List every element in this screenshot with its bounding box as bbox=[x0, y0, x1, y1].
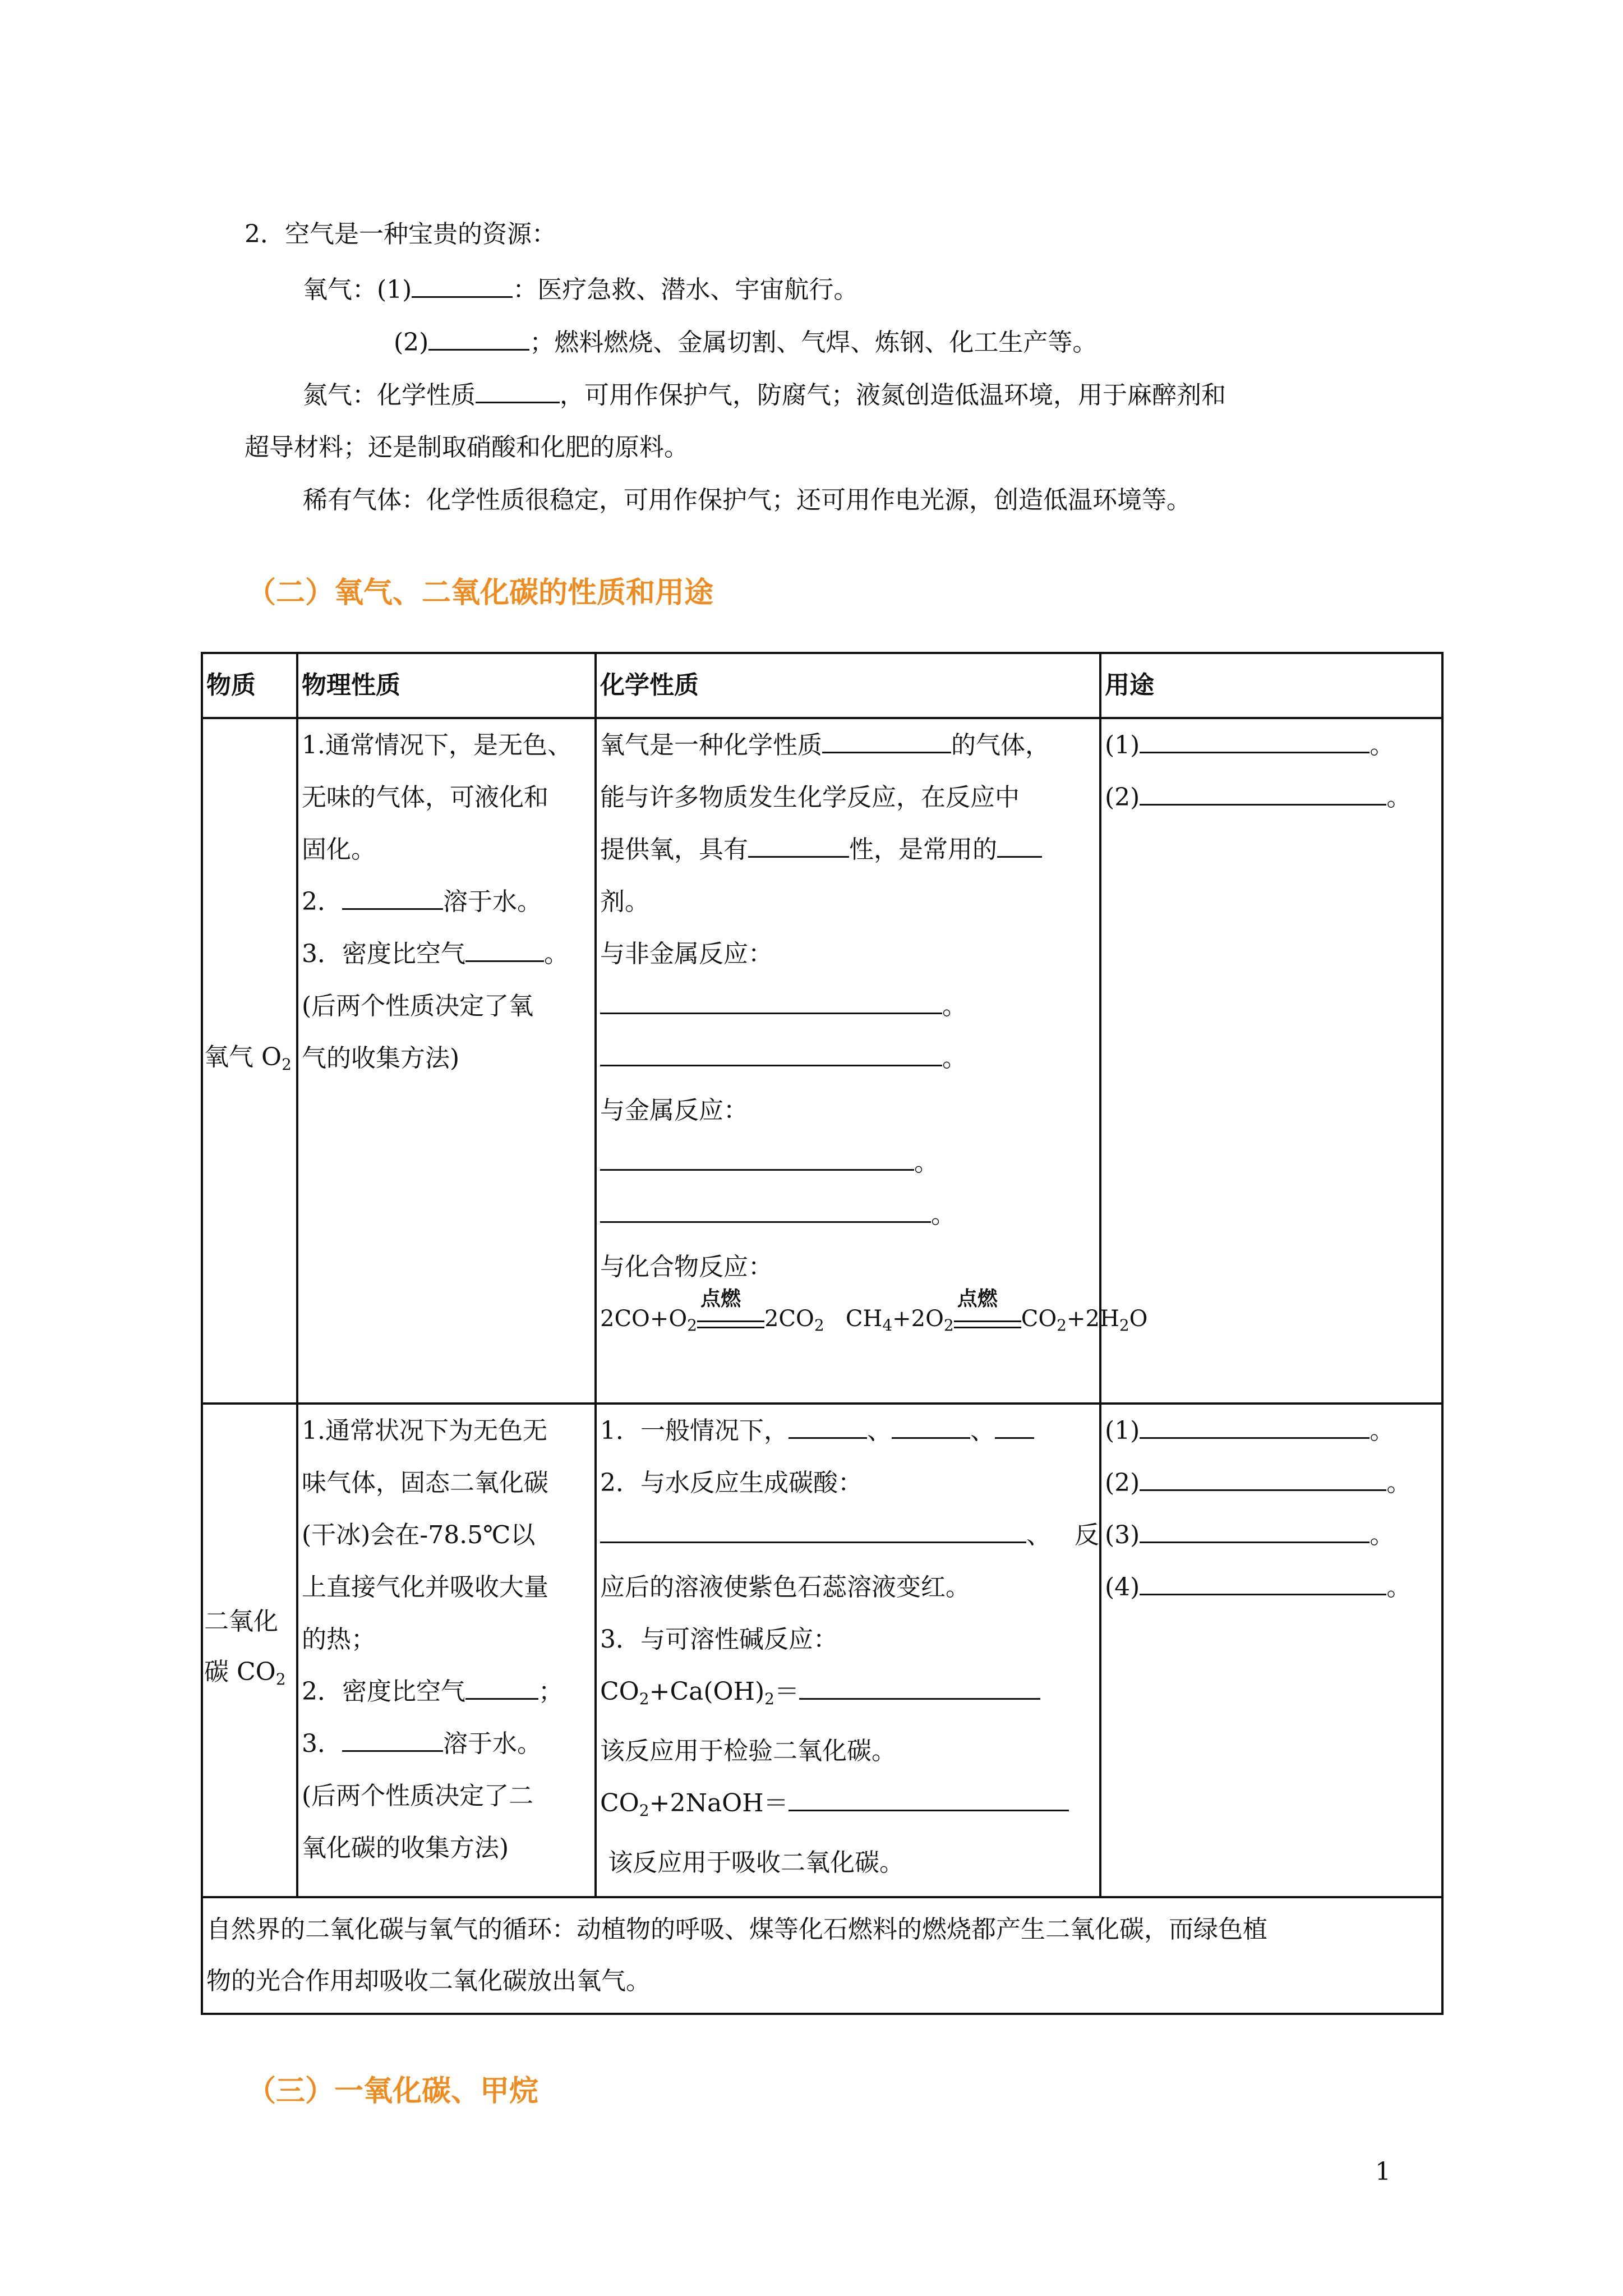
co2-chem-blank-2[interactable] bbox=[892, 1414, 970, 1439]
oxygen-use-2-blank[interactable] bbox=[428, 325, 529, 351]
o2-solubility-blank[interactable] bbox=[342, 885, 443, 910]
oxygen-name: 氧气 O bbox=[204, 1043, 282, 1071]
co2-name-cell bbox=[202, 1404, 297, 1897]
co2-phys-line: 氧化碳的收集方法) bbox=[302, 1834, 509, 1862]
o2-chem-property-blank[interactable] bbox=[822, 728, 951, 753]
o2-agent-blank[interactable] bbox=[997, 832, 1042, 858]
table-row-oxygen bbox=[202, 718, 1442, 1404]
oxygen-label: 氧气：(1) bbox=[303, 275, 412, 304]
o2-chem-line-3: 提供氧，具有 性，是常用的 bbox=[600, 823, 1096, 876]
co2-use-blank-3[interactable] bbox=[1140, 1518, 1370, 1543]
o2-nonmetal-blank-1[interactable] bbox=[600, 989, 942, 1014]
intro-title: 2．空气是一种宝贵的资源： bbox=[245, 220, 556, 249]
oxygen-use-1-text: ：医疗急救、潜水、宇宙航行。 bbox=[513, 275, 859, 304]
co2-use-1: (1) 。 bbox=[1105, 1405, 1438, 1457]
co2-physical-cell bbox=[297, 1404, 596, 1897]
o2-phys-line: 气的收集方法) bbox=[302, 1044, 460, 1073]
header-chemical: 化学性质 bbox=[596, 653, 1100, 718]
co2-chem-blank-1[interactable] bbox=[789, 1414, 867, 1439]
o2-chem-line-4: 剂。 bbox=[600, 887, 649, 916]
oxygen-use-line-2 bbox=[394, 325, 1097, 360]
o2-density-blank[interactable] bbox=[465, 937, 544, 962]
co2-chem-line-5: 3．与可溶性碱反应： bbox=[600, 1625, 838, 1654]
o2-nonmetal-eq-1: 。 bbox=[600, 980, 1096, 1032]
o2-metal-blank-2[interactable] bbox=[600, 1198, 931, 1223]
co2-phys-line: (干冰)会在-78.5℃以 bbox=[302, 1521, 536, 1549]
table-row-co2 bbox=[202, 1404, 1442, 1897]
section-2-title: （二）氧气、二氧化碳的性质和用途 bbox=[247, 576, 714, 610]
o2-metal-label: 与金属反应： bbox=[600, 1096, 748, 1125]
co2-solubility-blank[interactable] bbox=[342, 1727, 443, 1752]
co2-use-4: (4) 。 bbox=[1105, 1561, 1438, 1613]
oxygen-name-cell bbox=[202, 718, 297, 1404]
co2-use-blank-4[interactable] bbox=[1140, 1570, 1386, 1595]
header-uses: 用途 bbox=[1100, 653, 1442, 718]
co2-use-3: (3) 。 bbox=[1105, 1509, 1438, 1561]
co2-use-blank-2[interactable] bbox=[1140, 1466, 1386, 1491]
co2-chem-blank-3[interactable] bbox=[995, 1414, 1034, 1439]
oxygen-physical-cell bbox=[297, 718, 596, 1404]
co2-chem-line-4: 应后的溶液使紫色石蕊溶液变红。 bbox=[600, 1573, 970, 1602]
co2-phys-line: 味气体，固态二氧化碳 bbox=[302, 1469, 548, 1497]
table-footer-row bbox=[202, 1897, 1442, 2014]
co2-density-line: 2．密度比空气 ； bbox=[302, 1665, 591, 1718]
header-physical: 物理性质 bbox=[297, 653, 596, 718]
o2-phys-line: (后两个性质决定了氧 bbox=[302, 992, 534, 1020]
co2-naoh-blank[interactable] bbox=[789, 1786, 1069, 1811]
o2-oxidizing-blank[interactable] bbox=[748, 832, 849, 858]
co2-phys-line: 1.通常状况下为无色无 bbox=[302, 1416, 547, 1445]
nitrogen-property-blank[interactable] bbox=[476, 378, 560, 403]
rare-gas-line: 稀有气体：化学性质很稳定，可用作保护气；还可用作电光源，创造低温环境等。 bbox=[303, 486, 1191, 514]
o2-metal-eq-1: 。 bbox=[600, 1137, 1096, 1189]
o2-chem-line-1: 氧气是一种化学性质 的气体， bbox=[600, 719, 1096, 771]
co2-solubility-line: 3． 溶于水。 bbox=[302, 1718, 591, 1770]
o2-phys-line: 1.通常情况下，是无色、 bbox=[302, 731, 572, 760]
o2-use-blank-1[interactable] bbox=[1140, 728, 1370, 753]
ignite-condition-2: 点燃 bbox=[954, 1304, 1021, 1337]
ignite-condition-1: 点燃 bbox=[697, 1304, 764, 1337]
co2-chem-line-7: 该反应用于检验二氧化碳。 bbox=[600, 1737, 896, 1765]
o2-phys-line: 固化。 bbox=[302, 835, 376, 864]
co2-chem-line-1: 1．一般情况下， 、 、 bbox=[600, 1405, 1096, 1457]
co2-limewater-blank[interactable] bbox=[799, 1674, 1040, 1700]
section-3-title: （三）一氧化碳、甲烷 bbox=[247, 2074, 539, 2108]
carbon-cycle-line-1: 自然界的二氧化碳与氧气的循环：动植物的呼吸、煤等化石燃料的燃烧都产生二氧化碳，而绿色植 bbox=[206, 1915, 1267, 1944]
o2-solubility-line: 2． 溶于水。 bbox=[302, 876, 591, 928]
o2-use-1: (1) 。 bbox=[1105, 719, 1438, 771]
o2-nonmetal-eq-2: 。 bbox=[600, 1032, 1096, 1084]
oxygen-use-2-index: (2) bbox=[394, 328, 429, 357]
co2-name-2: 碳 $CO_2$ bbox=[204, 1657, 286, 1688]
co2-name-1: 二氧化 bbox=[204, 1607, 278, 1636]
page-number: 1 bbox=[1375, 2157, 1391, 2186]
o2-chem-line-2: 能与许多物质发生化学反应，在反应中 bbox=[600, 783, 1020, 812]
properties-table bbox=[201, 652, 1444, 2015]
nitrogen-label: 氮气：化学性质 bbox=[303, 381, 476, 409]
co2-chemical-cell bbox=[596, 1404, 1100, 1897]
table-header-row bbox=[202, 653, 1442, 718]
co2-use-blank-1[interactable] bbox=[1140, 1414, 1370, 1439]
co2-chem-line-9: 该反应用于吸收二氧化碳。 bbox=[608, 1848, 904, 1877]
carbon-cycle-line-2: 物的光合作用却吸收二氧化碳放出氧气。 bbox=[206, 1967, 651, 1995]
co2-chem-line-8: $CO_2+2NaOH=$ bbox=[600, 1777, 1096, 1837]
header-substance: 物质 bbox=[202, 653, 297, 718]
oxygen-uses-cell bbox=[1100, 718, 1442, 1404]
o2-use-blank-2[interactable] bbox=[1140, 780, 1386, 806]
co2-chem-line-6: $CO_2+Ca(OH)_2=$ bbox=[600, 1665, 1096, 1725]
o2-metal-blank-1[interactable] bbox=[600, 1145, 914, 1171]
co2-chem-line-3: 、 反 bbox=[600, 1509, 1096, 1561]
nitrogen-line-cont: 超导材料；还是制取硝酸和化肥的原料。 bbox=[245, 433, 689, 462]
oxygen-use-2-text: ；燃料燃烧、金属切割、气焊、炼钢、化工生产等。 bbox=[529, 328, 1098, 357]
co2-chem-line-2: 2．与水反应生成碳酸： bbox=[600, 1469, 863, 1497]
o2-nonmetal-label: 与非金属反应： bbox=[600, 940, 773, 968]
o2-nonmetal-blank-2[interactable] bbox=[600, 1041, 942, 1066]
co2-water-eq-blank[interactable] bbox=[600, 1518, 1026, 1543]
o2-use-2: (2) 。 bbox=[1105, 771, 1438, 823]
nitrogen-line bbox=[303, 378, 1226, 412]
o2-density-line: 3．密度比空气 。 bbox=[302, 928, 591, 980]
oxygen-use-line-1 bbox=[303, 273, 858, 307]
o2-metal-eq-2: 。 bbox=[600, 1189, 1096, 1241]
co2-phys-line: (后两个性质决定了二 bbox=[302, 1782, 534, 1810]
o2-compound-equations: $2CO+O_2$ 点燃 $2CO_2$ $CH_4+2O_2$ 点燃 $CO_2+2H_2O$ bbox=[600, 1293, 1096, 1351]
o2-compound-label: 与化合物反应： bbox=[600, 1253, 773, 1281]
oxygen-subscript: 2 bbox=[282, 1055, 292, 1074]
carbon-cycle-note bbox=[202, 1897, 1442, 2014]
co2-phys-line: 上直接气化并吸收大量 bbox=[302, 1573, 548, 1602]
nitrogen-uses: ，可用作保护气，防腐气；液氮创造低温环境，用于麻醉剂和 bbox=[560, 381, 1226, 409]
co2-density-blank[interactable] bbox=[465, 1674, 538, 1700]
oxygen-chemical-cell bbox=[596, 718, 1148, 1404]
co2-phys-line: 的热； bbox=[302, 1625, 376, 1654]
o2-phys-line: 无味的气体，可液化和 bbox=[302, 783, 548, 812]
co2-use-2: (2) 。 bbox=[1105, 1457, 1438, 1509]
oxygen-use-1-blank[interactable] bbox=[412, 273, 513, 298]
co2-uses-cell bbox=[1100, 1404, 1442, 1897]
